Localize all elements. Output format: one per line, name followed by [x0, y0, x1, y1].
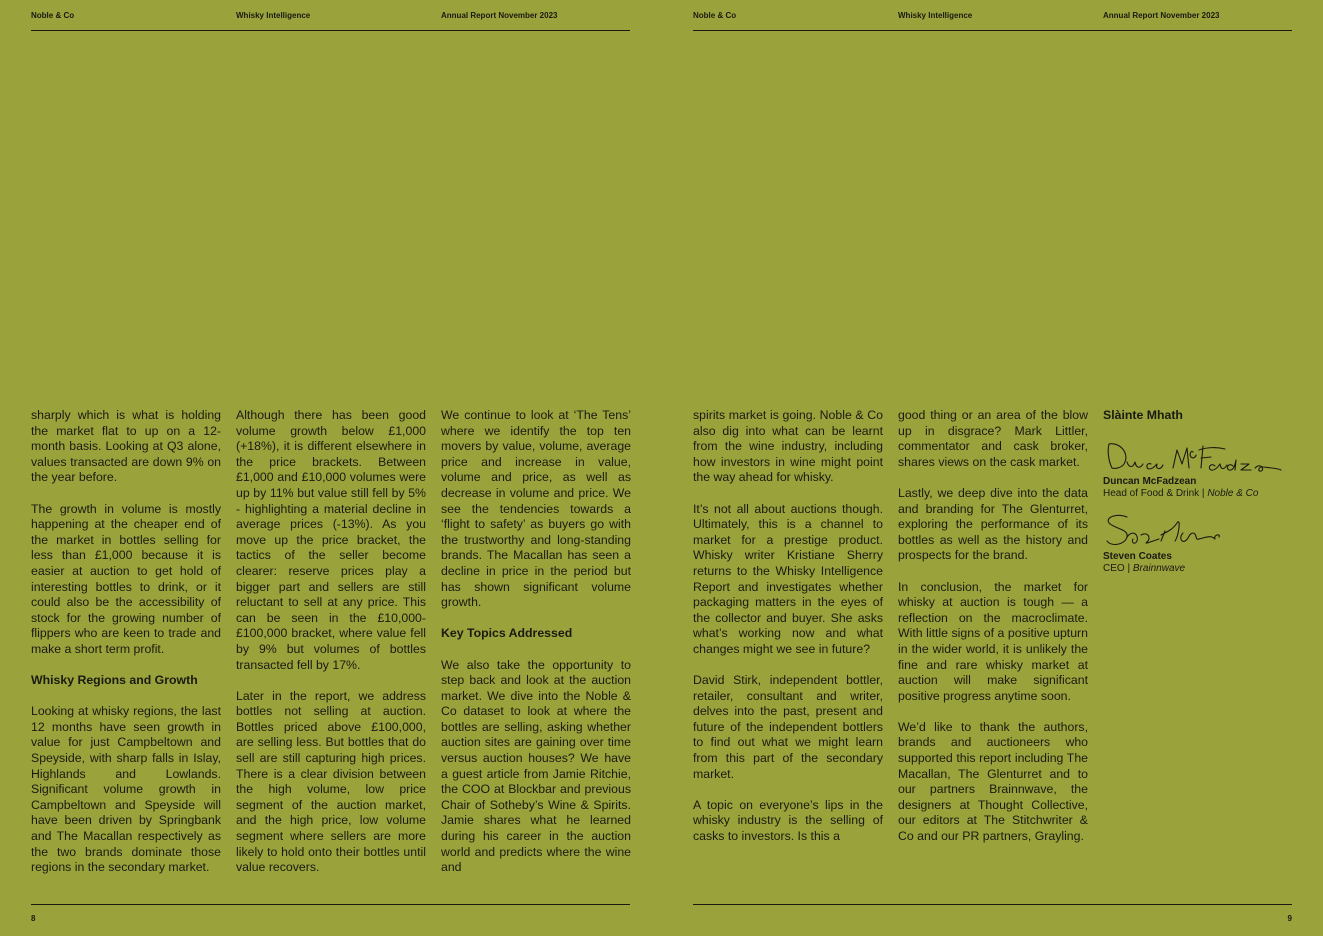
paragraph: Although there has been good volume growth below £1,000 (+18%), it is different elsewhere in the price brackets. Between £1,000 and £10,000 volumes were up by 11% but value still fell by 5% - highlighting a material decline in average prices (-13%). As you move up the price bracket, the tactics of the seller become clearer: reserve prices play a bigger part and sellers are still reluctant to sell at any price. This can be seen in the £10,000-£100,000 bracket, where value fell by 9% but volumes of bottles transacted fell by 17%. — [236, 408, 426, 672]
signatory-name: Steven Coates — [1103, 550, 1172, 562]
header-rule — [31, 30, 630, 31]
text-column-2 — [236, 408, 426, 891]
text-column-2 — [898, 408, 1088, 860]
header-title: Whisky Intelligence — [236, 11, 311, 20]
footer-rule — [693, 904, 1292, 905]
signatory-role — [1103, 488, 1293, 501]
role-title: Head of Food & Drink | — [1103, 488, 1208, 500]
page-number: 9 — [1287, 914, 1292, 923]
signoff-heading: Slàinte Mhath — [1103, 408, 1183, 422]
paragraph: We also take the opportunity to step back and look at the auction market. We dive into the Noble & Co dataset to look at where the bottles are selling, asking whether auction sites are gaining over time versus auction houses? We have a guest article from Jamie Ritchie, the COO at Blockbar and previous Chair of Sotheby’s Wine & Spirits. Jamie shares what he learned during his career in the auction world and predicts where the wine and — [441, 657, 631, 875]
paragraph: Lastly, we deep dive into the data and branding for The Glenturret, exploring the performance of its bottles as well as the history and prospects for the brand. — [898, 485, 1088, 563]
text-column-1 — [693, 408, 883, 860]
paragraph: The growth in volume is mostly happening at the cheaper end of the market in bottles selling for less than £1,000 because it is easier at auction to get hold of interesting bottles to drink, or it could also be the accessibility of stock for the growing number of flippers who are keen to trade and make a short term profit. — [31, 501, 221, 656]
paragraph: sharply which is what is holding the market flat to up on a 12-month basis. Looking at Q3 alone, values transacted are down 9% on the year before. — [31, 408, 221, 485]
signoff-block — [1103, 408, 1293, 576]
header-title: Whisky Intelligence — [898, 11, 973, 20]
running-header — [693, 11, 1292, 23]
paragraph: David Stirk, independent bottler, retailer, consultant and writer, delves into the past, present and future of the independent bottlers to find out what we might learn from this part of the secondary market. — [693, 673, 883, 781]
role-organisation: Noble & Co — [1207, 488, 1259, 500]
page-number: 8 — [31, 914, 36, 923]
signatory-role — [1103, 563, 1293, 576]
paragraph: Looking at whisky regions, the last 12 months have seen growth in value for just Campbeltown and Speyside, with sharp falls in Islay, Highlands and Lowlands. Significant volume growth in Campbeltown and Speyside will have been driven by Springbank and The Macallan respectively as the two brands dominate those regions in the secondary market. — [31, 704, 221, 875]
paragraph: We’d like to thank the authors, brands and auctioneers who supported this report including The Macallan, The Glenturret and to our partners Brainnwave, the designers at Thought Collective, our editors at The Stitchwriter & Co and our PR partners, Grayling. — [898, 719, 1088, 844]
role-title: CEO | — [1103, 563, 1133, 575]
role-organisation: Brainnwave — [1132, 563, 1186, 575]
left-page — [31, 0, 630, 936]
paragraph: spirits market is going. Noble & Co also dig into what can be learnt from the wine industry, including how investors in wine might point the way ahead for whisky. — [693, 408, 883, 485]
footer-rule — [31, 904, 630, 905]
signature-steven-coates — [1103, 511, 1283, 551]
section-heading: Key Topics Addressed — [441, 626, 573, 641]
header-rule — [693, 30, 1292, 31]
signatory-name: Duncan McFadzean — [1103, 475, 1197, 487]
paragraph: good thing or an area of the blow up in disgrace? Mark Littler, commentator and cask broker, shares views on the cask market. — [898, 408, 1088, 469]
text-column-1 — [31, 408, 221, 891]
paragraph: We continue to look at ‘The Tens’ where we identify the top ten movers by value, volume, average price and increase in value, volume and price, as well as decrease in volume and price. We see the tendencies towards a ‘flight to safety’ as buyers go with the trustworthy and long-standing brands. The Macallan has seen a decline in price in the period but has shown significant volume growth. — [441, 408, 631, 610]
header-publisher: Noble & Co — [693, 11, 737, 20]
header-edition: Annual Report November 2023 — [1103, 11, 1220, 20]
running-header — [31, 11, 630, 23]
paragraph: Later in the report, we address bottles not selling at auction. Bottles priced above £100,000, are selling less. But bottles that do sell are still capturing high prices. There is a clear division between the high volume, low price segment of the auction market, and the high price, low volume segment where sellers are more likely to hold onto their bottles until value recovers. — [236, 688, 426, 875]
paragraph: A topic on everyone’s lips in the whisky industry is the selling of casks to investors. Is this a — [693, 797, 883, 844]
paragraph: It’s not all about auctions though. Ultimately, this is a channel to market for a prestige product. Whisky writer Kristiane Sherry returns to the Whisky Intelligence Report and investigates whether packaging matters in the eyes of the collector and buyer. She asks what’s working now and what changes might we see in future? — [693, 501, 883, 656]
paragraph: In conclusion, the market for whisky at auction is tough — a reflection on the macroclimate. With little signs of a positive upturn in the wider world, it is unlikely the fine and rare whisky market at auction will make significant positive progress anytime soon. — [898, 579, 1088, 703]
text-column-3 — [441, 408, 631, 891]
header-publisher: Noble & Co — [31, 11, 75, 20]
signature-duncan-mcfadzean — [1103, 438, 1283, 476]
header-edition: Annual Report November 2023 — [441, 11, 558, 20]
section-heading: Whisky Regions and Growth — [31, 673, 198, 688]
right-page — [693, 0, 1292, 936]
